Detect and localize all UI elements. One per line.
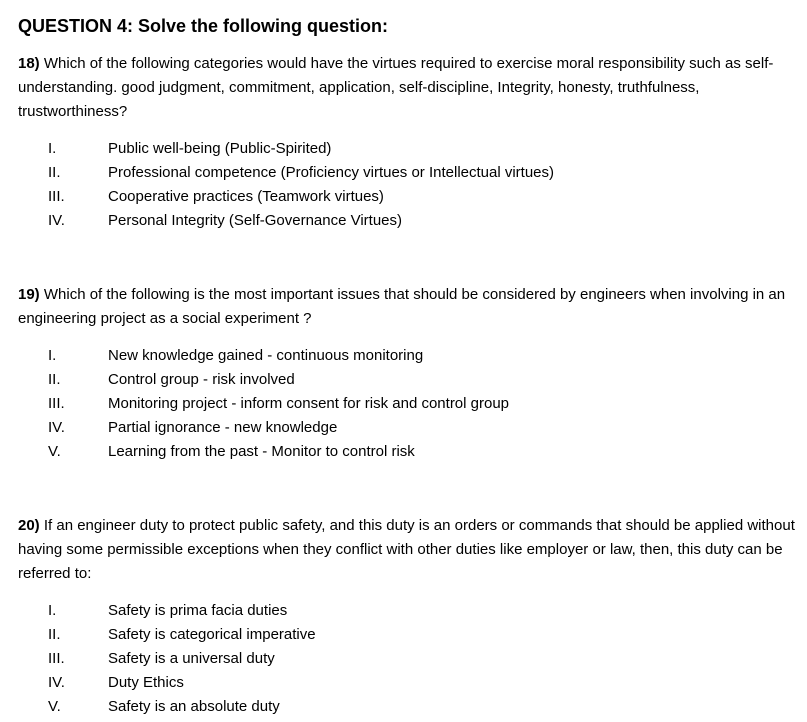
question-19-options <box>0 344 807 464</box>
option-label: IV. <box>48 419 65 436</box>
option-item <box>0 368 807 392</box>
option-label: II. <box>48 371 61 388</box>
option-item <box>0 392 807 416</box>
option-text: Safety is a universal duty <box>108 650 275 667</box>
option-label: IV. <box>48 674 65 691</box>
question-text: If an engineer duty to protect public safety, and this duty is an orders or commands that should be applied without having some permissible exceptions when they conflict with other duties like employer or law, then, this duty can be referred to: <box>18 517 795 582</box>
option-label: IV. <box>48 212 65 229</box>
option-label: I. <box>48 140 57 157</box>
option-label: II. <box>48 626 61 643</box>
option-label: V. <box>48 443 61 460</box>
option-label: III. <box>48 188 65 205</box>
question-number: 18) <box>18 55 40 72</box>
option-item <box>0 671 807 695</box>
option-item <box>0 344 807 368</box>
question-18-options <box>0 137 807 233</box>
question-20 <box>18 514 798 586</box>
question-number: 19) <box>18 286 40 303</box>
option-label: III. <box>48 650 65 667</box>
option-label: V. <box>48 698 61 715</box>
option-text: Safety is prima facia duties <box>108 602 288 619</box>
page-title: QUESTION 4: Solve the following question: <box>18 16 389 36</box>
option-item <box>0 161 807 185</box>
question-20-options <box>0 599 807 719</box>
option-text: Personal Integrity (Self-Governance Virtues) <box>108 212 403 229</box>
option-item <box>0 209 807 233</box>
option-text: New knowledge gained - continuous monitoring <box>108 347 424 364</box>
question-19 <box>18 283 798 331</box>
option-text: Duty Ethics <box>108 674 184 691</box>
question-18 <box>18 52 798 124</box>
option-text: Monitoring project - inform consent for risk and control group <box>108 395 510 412</box>
option-label: I. <box>48 347 57 364</box>
option-text: Public well-being (Public-Spirited) <box>108 140 332 157</box>
question-text: Which of the following is the most important issues that should be considered by engineers when involving in an engineering project as a social experiment ? <box>18 286 786 327</box>
question-number: 20) <box>18 517 40 534</box>
option-item <box>0 623 807 647</box>
option-text: Safety is categorical imperative <box>108 626 316 643</box>
option-item <box>0 647 807 671</box>
option-item <box>0 185 807 209</box>
option-text: Control group - risk involved <box>108 371 295 388</box>
option-item <box>0 137 807 161</box>
question-text: Which of the following categories would have the virtues required to exercise moral responsibility such as self-understanding. good judgment, commitment, application, self-discipline, Integrity, honesty, truthfulness, trustworthiness? <box>18 55 774 120</box>
option-item <box>0 440 807 464</box>
option-text: Learning from the past - Monitor to control risk <box>108 443 415 460</box>
option-label: III. <box>48 395 65 412</box>
option-label: II. <box>48 164 61 181</box>
option-text: Safety is an absolute duty <box>108 698 280 715</box>
option-label: I. <box>48 602 57 619</box>
option-text: Professional competence (Proficiency virtues or Intellectual virtues) <box>108 164 555 181</box>
option-text: Partial ignorance - new knowledge <box>108 419 338 436</box>
option-item <box>0 416 807 440</box>
option-text: Cooperative practices (Teamwork virtues) <box>108 188 384 205</box>
option-item <box>0 695 807 719</box>
option-item <box>0 599 807 623</box>
